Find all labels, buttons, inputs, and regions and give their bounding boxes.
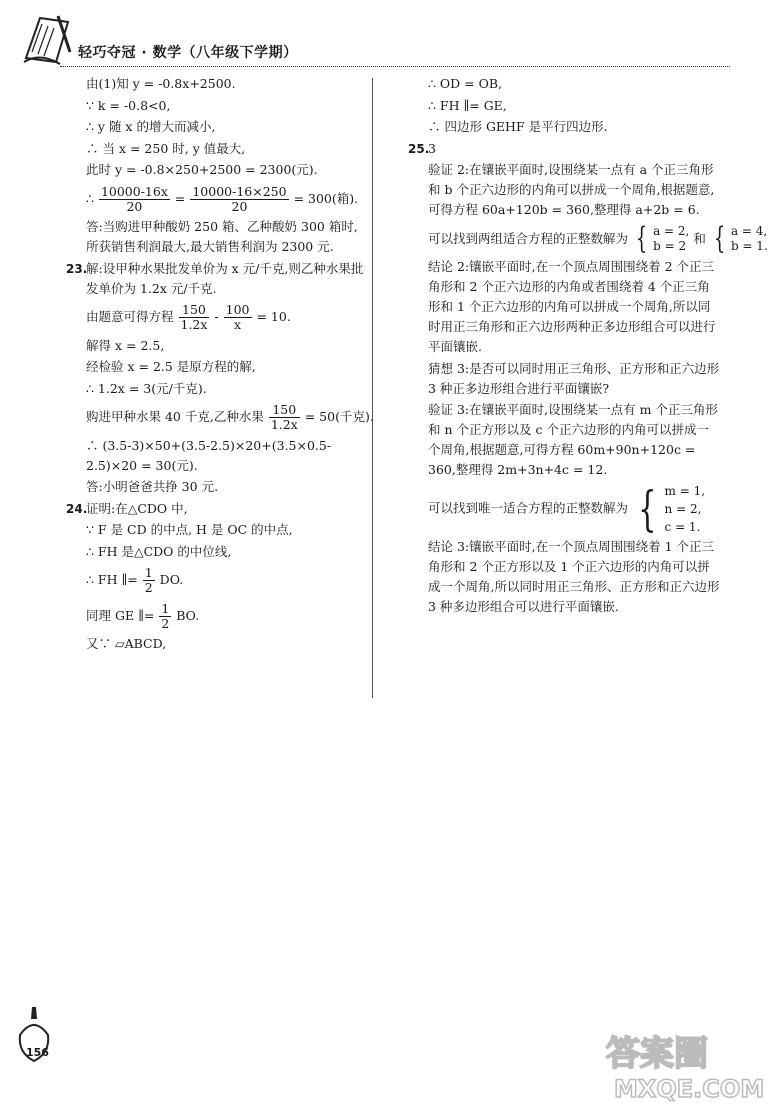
system-row: a = 2, (653, 224, 690, 238)
fraction-denominator: 2 (144, 580, 153, 595)
system-row: a = 4, (730, 224, 768, 238)
fraction-denominator: 20 (231, 198, 248, 214)
fraction-numerator: 10000-16×250 (192, 183, 287, 199)
solution-line: ∴ 1.2x = 3(元/千克). (86, 380, 207, 396)
header-rule (60, 66, 730, 67)
solution-line: ∴ FH ∥= GE, (428, 97, 507, 113)
conjunction: 和 (693, 230, 706, 246)
solution-line: ∵ F 是 CD 的中点, H 是 OC 的中点, (86, 522, 293, 537)
minus-sign: - (214, 309, 219, 324)
solution-line: ∴ OD = OB, (428, 76, 503, 91)
system-row: c = 1. (664, 519, 701, 534)
solution-text: 3 (428, 140, 436, 156)
brace-symbol: { (638, 480, 657, 537)
parallel-equal-symbol: ∥= (138, 607, 155, 623)
system-row: n = 2, (664, 501, 702, 516)
solution-line: 又∵ ▱ABCD, (86, 636, 167, 651)
equation-system (731, 224, 768, 254)
equation-intro: 由题意可得方程 (86, 309, 174, 324)
solution-text: ∴ FH (86, 572, 118, 587)
solution-set-line (428, 482, 720, 536)
fraction-denominator: 20 (126, 198, 143, 214)
solution-text: 证明:在△CDO 中, (86, 500, 188, 516)
equation-result: = 10. (256, 309, 291, 324)
problem-number: 25. (408, 141, 430, 156)
brace-symbol: { (635, 221, 648, 256)
problem-25 (408, 139, 720, 159)
page-title: 轻巧夺冠 · 数学（八年级下学期） (78, 45, 298, 61)
solution-set-line (428, 221, 768, 256)
fraction-numerator: 150 (269, 403, 300, 418)
solution-line: 经检验 x = 2.5 是原方程的解, (86, 359, 256, 374)
solution-text: 解:设甲种水果批发单价为 x 元/千克,则乙种水果批发单价为 1.2x 元/千克. (86, 260, 364, 296)
fraction-result: = 300(箱). (293, 190, 359, 206)
system-row: m = 1, (664, 483, 706, 498)
equation-system (653, 224, 689, 254)
solution-line: ∴ FH 是△CDO 的中位线, (86, 543, 232, 559)
answer-line: 答:小明爸爸共挣 30 元. (86, 479, 219, 494)
fraction (269, 403, 300, 432)
right-column (408, 74, 768, 619)
fraction-numerator: 10000-16x (100, 183, 168, 199)
solution-line: ∴ 四边形 GEHF 是平行四边形. (428, 119, 608, 134)
watermark-text: 答案圈 (606, 1034, 708, 1074)
verification-2: 验证 2:在镶嵌平面时,设围绕某一点有 a 个正三角形和 b 个正六边形的内角可以拼成一个周角,根据题意,可得方程 60a+120b = 360,整理得 a+2b = 6. (428, 162, 715, 217)
problem-number: 23. (66, 261, 88, 276)
column-divider (372, 78, 373, 698)
fraction-denominator: 2 (161, 615, 170, 631)
fraction-denominator: 1.2x (180, 317, 208, 332)
problem-number: 24. (66, 501, 88, 516)
fraction-numerator: 1 (144, 565, 153, 580)
system-row: b = 2 (653, 239, 687, 253)
fraction (190, 185, 288, 214)
solution-text: 购进甲种水果 40 千克,乙种水果 (86, 409, 264, 424)
fraction-line (86, 599, 364, 633)
solution-line: 此时 y = -0.8×250+2500 = 2300(元). (86, 162, 318, 177)
fraction (99, 185, 170, 214)
fraction-line (86, 563, 364, 597)
conclusion-3: 结论 3:镶嵌平面时,在一个顶点周围围绕着 1 个正三角形和 2 个正方形以及 1 个正六边形的内角可以拼成一个周角,所以同时用正三角形、正方形和正六边形 3 种多边形组合可以进行平面镶嵌. (428, 539, 720, 614)
fraction-suffix: DO. (159, 572, 184, 587)
watermark-logo (600, 1025, 765, 1105)
solution-line: ∵ k = -0.8<0, (86, 97, 171, 113)
fraction (143, 566, 155, 595)
left-column (66, 74, 374, 656)
book-pen-logo-icon (20, 12, 76, 68)
solution-text: 可以找到唯一适合方程的正整数解为 (428, 500, 629, 515)
fraction-suffix: BO. (176, 607, 200, 623)
answer-line: 答:当购进甲种酸奶 250 箱、乙种酸奶 300 箱时,所获销售利润最大,最大销售利润为 2300 元. (86, 219, 358, 254)
system-row: b = 1. (730, 239, 768, 253)
equation-line (86, 300, 364, 334)
therefore-symbol: ∴ (86, 190, 94, 206)
problem-24 (66, 499, 364, 519)
page-number: 156 (26, 1046, 49, 1059)
fraction-line (86, 182, 364, 216)
conjecture-3: 猜想 3:是否可以同时用正三角形、正方形和正六边形 3 种正多边形组合进行平面镶嵌? (428, 360, 720, 396)
fraction-line (86, 400, 374, 434)
fraction (179, 303, 210, 332)
fraction-result: = 50(千克). (304, 409, 374, 424)
watermark-url: MXQE.COM (614, 1075, 765, 1103)
equation-system (665, 482, 706, 536)
equals-sign: = (174, 190, 186, 206)
fraction-numerator: 1 (161, 600, 170, 616)
fraction (159, 602, 171, 631)
fraction-denominator: x (234, 317, 242, 332)
fraction-denominator: 1.2x (270, 417, 298, 432)
verification-3: 验证 3:在镶嵌平面时,设围绕某一点有 m 个正三角形和 n 个正方形以及 c 个正六边形的内角可以拼成一个周角,根据题意,可得方程 60m+90n+120c = 360,整理得 2m+3n+4c = 12. (428, 402, 718, 477)
fraction-numerator: 150 (179, 303, 210, 318)
solution-line: ∴ 当 x = 250 时, y 值最大, (86, 140, 246, 156)
page-header (20, 12, 730, 68)
brace-symbol: { (713, 221, 726, 256)
solution-line: ∴ (3.5-3)×50+(3.5-2.5)×20+(3.5×0.5-2.5)×20 = 30(元). (86, 437, 332, 473)
solution-line: 解得 x = 2.5, (86, 337, 165, 353)
solution-text: 可以找到两组适合方程的正整数解为 (428, 230, 629, 246)
fraction (224, 303, 252, 332)
solution-line: 由(1)知 y = -0.8x+2500. (86, 76, 236, 91)
problem-23 (66, 259, 364, 299)
solution-line: ∴ y 随 x 的增大而减小, (86, 119, 216, 134)
conclusion-2: 结论 2:镶嵌平面时,在一个顶点周围围绕着 2 个正三角形和 2 个正六边形的内角或者围绕着 4 个正三角形和 1 个正六边形的内角可以拼成一个周角,所以同时用正三角形和正六边形两种正多边形组合可以进行平面镶嵌. (428, 259, 716, 354)
fraction-numerator: 100 (225, 302, 250, 317)
solution-text: 同理 GE (86, 607, 135, 623)
parallel-equal-symbol: ∥= (121, 572, 138, 587)
